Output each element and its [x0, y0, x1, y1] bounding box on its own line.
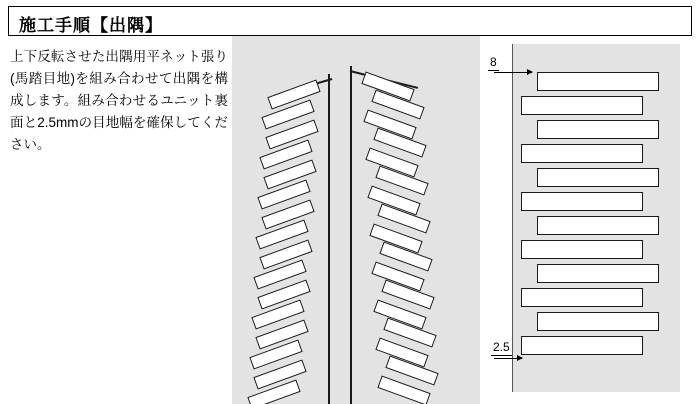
corner-edge-line-right: [350, 66, 352, 404]
elevation-row: [521, 144, 643, 163]
dimension-arrow-bottom: [494, 358, 522, 359]
dimension-label-top: 8: [490, 55, 497, 69]
corner-edge-line-left: [328, 74, 330, 404]
page-title: 施工手順【出隅】: [19, 16, 163, 35]
elevation-row: [537, 168, 659, 187]
elevation-row: [521, 336, 643, 355]
corner-perspective-diagram: [232, 36, 480, 404]
elevation-row: [521, 240, 643, 259]
elevation-row: [537, 264, 659, 283]
elevation-row: [537, 72, 659, 91]
elevation-row: [537, 312, 659, 331]
elevation-diagram: [512, 44, 680, 392]
elevation-row: [537, 216, 659, 235]
elevation-row: [521, 96, 643, 115]
dimension-arrow-top: [494, 72, 532, 73]
dimension-label-bottom: 2.5: [493, 340, 510, 354]
elevation-row: [521, 192, 643, 211]
elevation-row: [537, 120, 659, 139]
elevation-row: [521, 288, 643, 307]
description-text: 上下反転させた出隅用平ネット張り(馬踏目地)を組み合わせて出隅を構成します。組み合わせるユニット裏面と2.5mmの目地幅を確保してください。: [10, 49, 228, 152]
title-bar: [8, 6, 692, 36]
